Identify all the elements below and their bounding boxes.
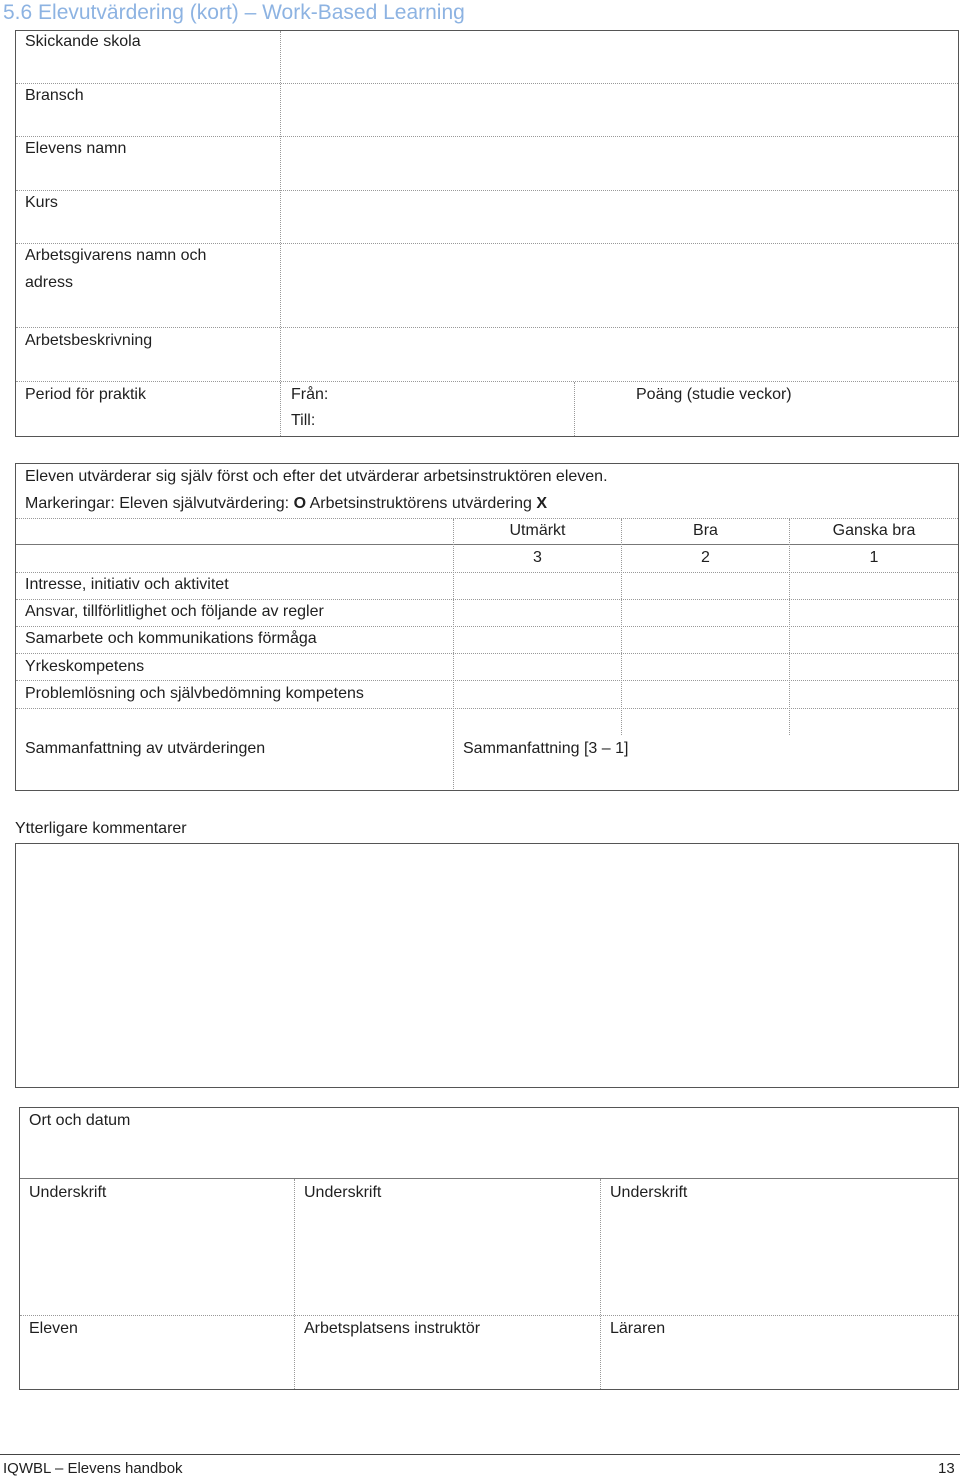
summary-value[interactable]: Sammanfattning [3 – 1] [463,740,629,757]
label-fran[interactable]: Från: [291,386,329,403]
page-heading: 5.6 Elevutvärdering (kort) – Work-Based Learning [3,1,465,24]
criterion-problemlosning: Problemlösning och självbedömning kompetens [25,685,364,702]
evaluation-intro: Eleven utvärderar sig själv först och efter det utvärderar arbetsinstruktören eleven. [25,468,608,485]
column-utmarkt: Utmärkt [509,522,566,539]
footer-title: IQWBL – Elevens handbok [3,1460,183,1477]
label-poang[interactable]: Poäng (studie veckor) [636,386,792,403]
evaluation-markings [25,494,547,514]
label-arbetsgivare-2: adress [25,274,74,291]
column-bra: Bra [693,522,718,539]
label-elevens-namn: Elevens namn [25,140,127,157]
criterion-intresse: Intresse, initiativ och aktivitet [25,576,229,593]
role-instruktor: Arbetsplatsens instruktör [304,1320,481,1337]
label-period: Period för praktik [25,386,146,403]
score-3: 3 [533,549,542,566]
role-lararen: Läraren [610,1320,666,1337]
label-bransch: Bransch [25,87,84,104]
field-kurs[interactable] [283,192,957,242]
signature-label-2[interactable]: Underskrift [304,1184,382,1201]
mark-x: X [536,495,548,512]
mark-o: O [293,495,307,512]
criterion-samarbete: Samarbete och kommunikations förmåga [25,630,317,647]
page-number: 13 [938,1460,955,1477]
score-1: 1 [869,549,879,566]
markings-prefix: Markeringar: Eleven självutvärdering: [25,495,294,512]
footer-rule [0,1454,960,1455]
field-elevens-namn[interactable] [283,138,957,189]
comments-box[interactable] [15,843,959,1088]
signature-label-3[interactable]: Underskrift [610,1184,688,1201]
summary-label: Sammanfattning av utvärderingen [25,740,266,757]
comments-label: Ytterligare kommentarer [15,820,187,837]
markings-mid: Arbetsinstruktörens utvärdering [306,495,537,512]
label-arbetsgivare-1: Arbetsgivarens namn och [25,247,207,264]
rating-cells[interactable] [455,573,957,707]
field-skickande-skola[interactable] [283,32,957,82]
label-skickande-skola: Skickande skola [25,33,141,50]
field-arbetsbeskrivning[interactable] [283,329,957,380]
criterion-ansvar: Ansvar, tillförlitlighet och följande av regler [25,603,324,620]
label-arbetsbeskrivning: Arbetsbeskrivning [25,332,153,349]
place-date-label[interactable]: Ort och datum [29,1112,131,1129]
field-bransch[interactable] [283,85,957,135]
signature-table [19,1107,959,1390]
criterion-yrkeskompetens: Yrkeskompetens [25,658,145,675]
score-2: 2 [701,549,710,566]
column-ganska-bra: Ganska bra [832,522,916,539]
signature-label-1[interactable]: Underskrift [29,1184,107,1201]
label-till[interactable]: Till: [291,412,316,429]
label-kurs: Kurs [25,194,58,211]
role-eleven: Eleven [29,1320,78,1337]
field-arbetsgivare[interactable] [283,245,957,326]
